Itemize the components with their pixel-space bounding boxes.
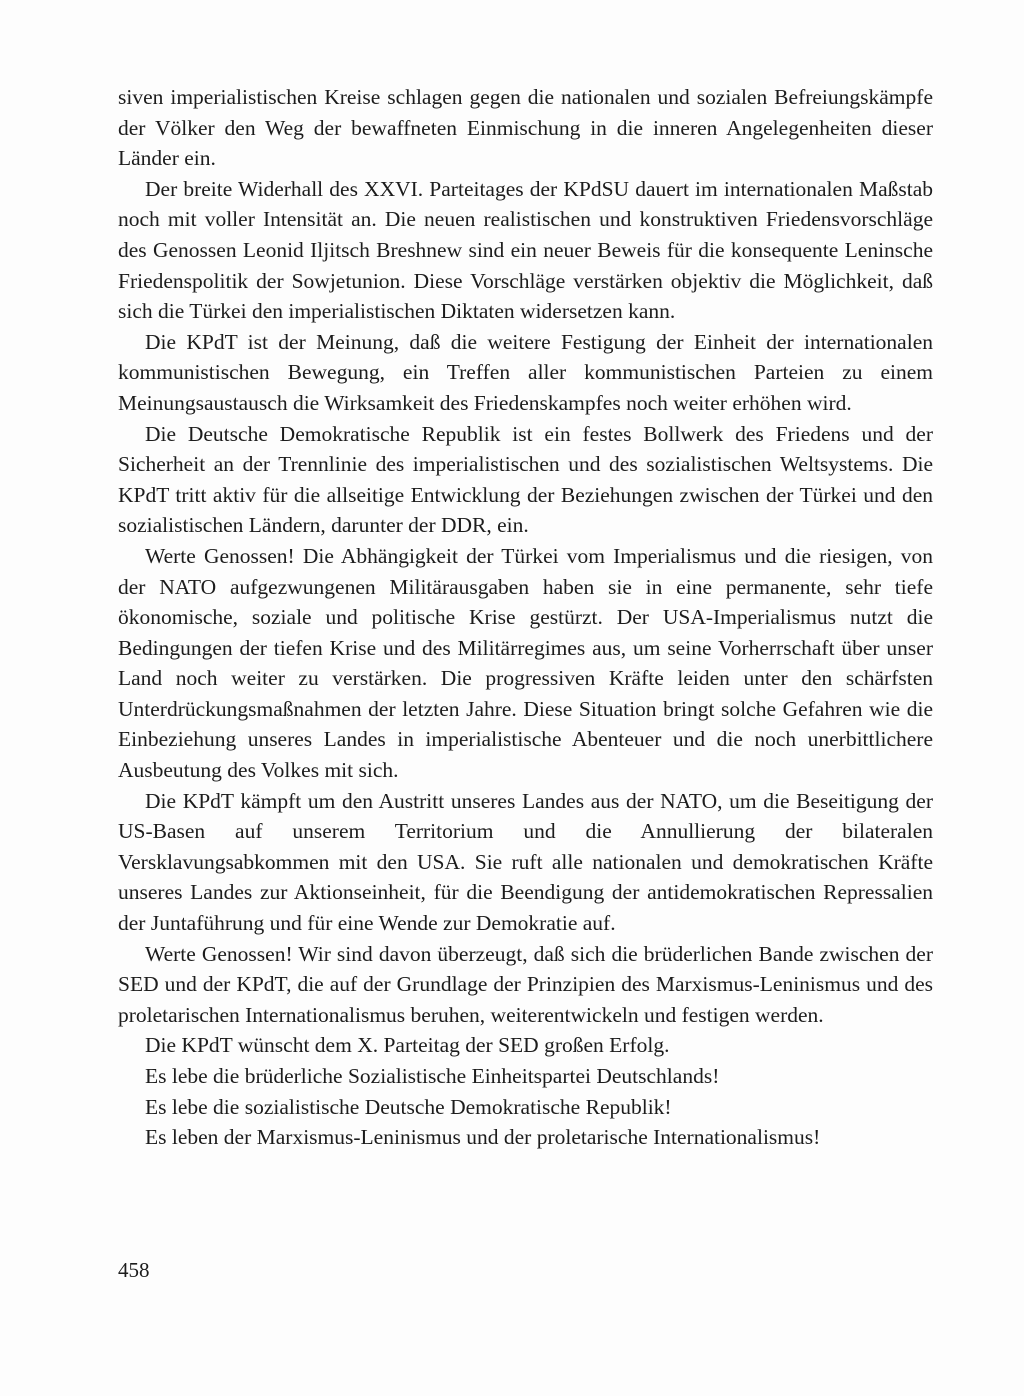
page-number: 458 [118, 1258, 150, 1282]
paragraph-parteitag-kpdsu: Der breite Widerhall des XXVI. Parteitages der KPdSU dauert im internationalen Maßstab noch mit voller Intensität an. Die neuen realistischen und konstruktiven Friedensvorschläge des Genossen Leonid Iljitsch Breshnew sind ein neuer Beweis für die konsequente Leninsche Friedenspolitik der Sowjetunion. Diese Vorschläge verstärken objektiv die Möglichkeit, daß sich die Türkei den imperialistischen Diktaten widersetzen kann. [118, 176, 933, 324]
paragraph-kommunistische-bewegung: Die KPdT ist der Meinung, daß die weitere Festigung der Einheit der internationalen kommunistischen Bewegung, ein Treffen aller kommunistischen Parteien zu einem Meinungsaustausch die Wirksamkeit des Friedenskampfes noch weiter erhöhen wird. [118, 329, 933, 415]
body-text [118, 82, 933, 1153]
paragraph-ddr-bollwerk: Die Deutsche Demokratische Republik ist ein festes Bollwerk des Friedens und der Sicherheit an der Trennlinie des imperialistischen und des sozialistischen Weltsystems. Die KPdT tritt aktiv für die allseitige Entwicklung der Beziehungen zwischen der Türkei und den sozialistischen Ländern, darunter der DDR, ein. [118, 421, 933, 538]
closing-line-erfolg: Die KPdT wünscht dem X. Parteitag der SED großen Erfolg. [145, 1033, 670, 1058]
paragraph-bruederliche-bande: Werte Genossen! Wir sind davon überzeugt, daß sich die brüderlichen Bande zwischen der SED und der KPdT, die auf der Grundlage der Prinzipien des Marxismus-Leninismus und des proletarischen Internationalismus beruhen, weiterentwickeln und festigen werden. [118, 941, 933, 1027]
paragraph-abhaengigkeit: Werte Genossen! Die Abhängigkeit der Türkei vom Imperialismus und die riesigen, von der NATO aufgezwungenen Militärausgaben haben sie in eine permanente, sehr tiefe ökonomische, soziale und politische Krise gestürzt. Der USA-Imperialismus nutzt die Bedingungen der tiefen Krise und des Militärregimes aus, um seine Vorherrschaft über unser Land noch weiter zu verstärken. Die progressiven Kräfte leiden unter den schärfsten Unterdrückungsmaßnahmen der letzten Jahre. Diese Situation bringt solche Gefahren wie die Einbeziehung unseres Landes in imperialistische Abenteuer und die noch unerbittlichere Ausbeutung des Volkes mit sich. [118, 543, 933, 783]
closing-line-ddr: Es lebe die sozialistische Deutsche Demokratische Republik! [145, 1094, 672, 1119]
paragraph-continuation: siven imperialistischen Kreise schlagen gegen die nationalen und sozialen Befreiungskämpfe der Völker den Weg der bewaffneten Einmischung in die inneren Angelegenheiten dieser Länder ein. [118, 85, 933, 171]
closing-line-internationalismus: Es leben der Marxismus-Leninismus und der proletarische Internationalismus! [145, 1125, 821, 1150]
paragraph-austritt-nato: Die KPdT kämpft um den Austritt unseres Landes aus der NATO, um die Beseitigung der US-Basen auf unserem Territorium und die Annullierung der bilateralen Versklavungsabkommen mit den USA. Sie ruft alle nationalen und demokratischen Kräfte unseres Landes zur Aktionseinheit, für die Beendigung der antidemokratischen Repressalien der Juntaführung und für eine Wende zur Demokratie auf. [118, 788, 933, 936]
closing-line-sed: Es lebe die brüderliche Sozialistische Einheitspartei Deutschlands! [145, 1064, 720, 1088]
